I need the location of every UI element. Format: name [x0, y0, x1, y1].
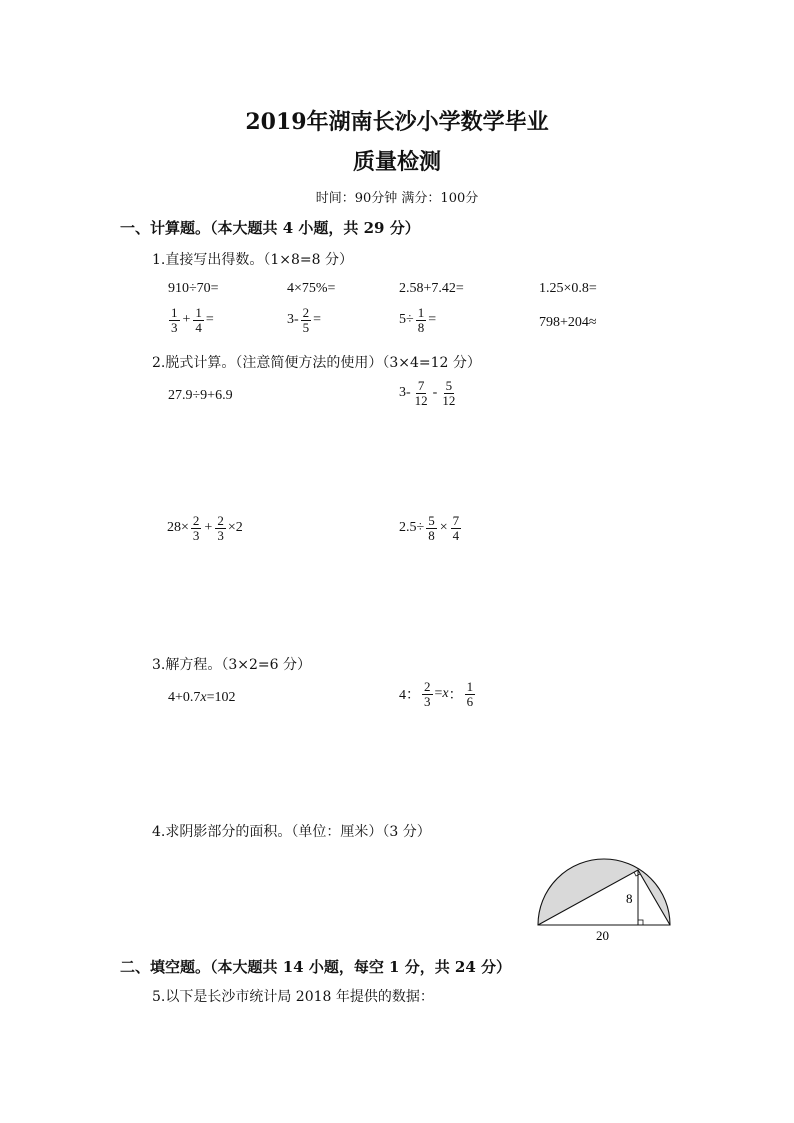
- section1-heading: 一、计算题。（本大题共 4 小题，共 29 分）: [120, 219, 420, 237]
- q1-item-2: 4×75%=: [287, 281, 336, 296]
- denominator: 3: [217, 527, 224, 543]
- denominator: 5: [302, 319, 310, 335]
- q1-item-5: [167, 306, 214, 334]
- q1-item-6: [287, 306, 321, 334]
- q5-prompt: 5.以下是长沙市统计局 2018 年提供的数据：: [152, 989, 434, 1005]
- q1-item-8: 798+204≈: [539, 315, 597, 330]
- expr-prefix: 3-: [287, 312, 299, 328]
- equals-sign: =: [205, 312, 214, 328]
- operator: -: [432, 385, 438, 401]
- numerator: 1: [466, 679, 474, 694]
- numerator: 1: [195, 305, 202, 320]
- expr-suffix: ×2: [227, 520, 243, 536]
- expr-suffix: =102: [206, 690, 236, 705]
- fraction: [191, 514, 202, 542]
- variable: x: [442, 686, 449, 702]
- q2-prompt: 2.脱式计算。（注意简便方法的使用）（3×4=12 分）: [152, 355, 481, 371]
- numerator: 5: [428, 513, 435, 528]
- numerator: 2: [424, 679, 431, 694]
- operator: ×: [439, 520, 448, 536]
- expr-prefix: 4：: [399, 688, 420, 704]
- q2-expr-2: [399, 379, 459, 407]
- operator: +: [204, 520, 213, 536]
- expr-prefix: 28×: [167, 520, 189, 536]
- q2-expr-4: [399, 514, 463, 542]
- numerator: 2: [192, 513, 200, 528]
- q1-item-4: 1.25×0.8=: [539, 281, 597, 296]
- q3-equation-1: [168, 690, 236, 706]
- denominator: 3: [171, 319, 178, 335]
- denominator: 12: [414, 392, 428, 408]
- fraction: [440, 379, 457, 407]
- fraction: [426, 514, 437, 542]
- q4-prompt: 4.求阴影部分的面积。（单位：厘米）（3 分）: [152, 824, 431, 840]
- section2-heading: 二、填空题。（本大题共 14 小题，每空 1 分，共 24 分）: [120, 958, 512, 976]
- fraction: [301, 306, 312, 334]
- denominator: 8: [417, 319, 425, 335]
- fraction: [193, 306, 204, 334]
- ratio-sign: ：: [448, 688, 463, 704]
- numerator: 7: [417, 378, 425, 393]
- q2-expr-3: [167, 514, 243, 542]
- numerator: 7: [452, 513, 460, 528]
- fraction: [422, 680, 433, 708]
- base-label: 20: [596, 928, 609, 943]
- fraction: [416, 306, 427, 334]
- numerator: 1: [171, 305, 178, 320]
- denominator: 3: [424, 693, 431, 709]
- fraction: [215, 514, 226, 542]
- operator: +: [182, 312, 191, 328]
- expr-prefix: 2.5÷: [399, 520, 425, 536]
- q1-item-3: 2.58+7.42=: [399, 281, 464, 296]
- expr-prefix: 3-: [399, 385, 411, 401]
- exam-meta: 时间：90分钟 满分：100分: [315, 191, 479, 206]
- q1-item-7: [399, 306, 436, 334]
- expr-prefix: 5÷: [399, 312, 414, 328]
- right-angle-mark: [638, 920, 643, 925]
- fraction: [169, 306, 180, 334]
- height-label: 8: [626, 891, 633, 906]
- numerator: 1: [417, 305, 425, 320]
- expr-prefix: 4+0.7: [168, 690, 201, 705]
- q3-prompt: 3.解方程。（3×2=6 分）: [152, 657, 311, 673]
- equals-sign: =: [434, 686, 443, 702]
- q1-prompt: 1.直接写出得数。（1×8=8 分）: [152, 252, 353, 268]
- variable: x: [200, 690, 207, 705]
- fraction: [413, 379, 430, 407]
- denominator: 6: [466, 693, 474, 709]
- numerator: 2: [302, 305, 310, 320]
- page-title-line1: 2019年湖南长沙小学数学毕业: [245, 109, 549, 135]
- numerator: 2: [217, 513, 224, 528]
- semicircle-figure: [530, 850, 680, 945]
- q3-equation-2: [399, 680, 477, 708]
- denominator: 4: [452, 527, 460, 543]
- q2-expr-1: 27.9÷9+6.9: [168, 388, 233, 403]
- fraction: [465, 680, 476, 708]
- equals-sign: =: [313, 312, 322, 328]
- page-title-line2: 质量检测: [352, 149, 441, 175]
- denominator: 4: [195, 319, 202, 335]
- equals-sign: =: [428, 312, 437, 328]
- numerator: 5: [445, 378, 453, 393]
- denominator: 8: [428, 527, 435, 543]
- denominator: 12: [442, 392, 456, 408]
- denominator: 3: [192, 527, 200, 543]
- q1-item-1: 910÷70=: [168, 281, 219, 296]
- fraction: [451, 514, 462, 542]
